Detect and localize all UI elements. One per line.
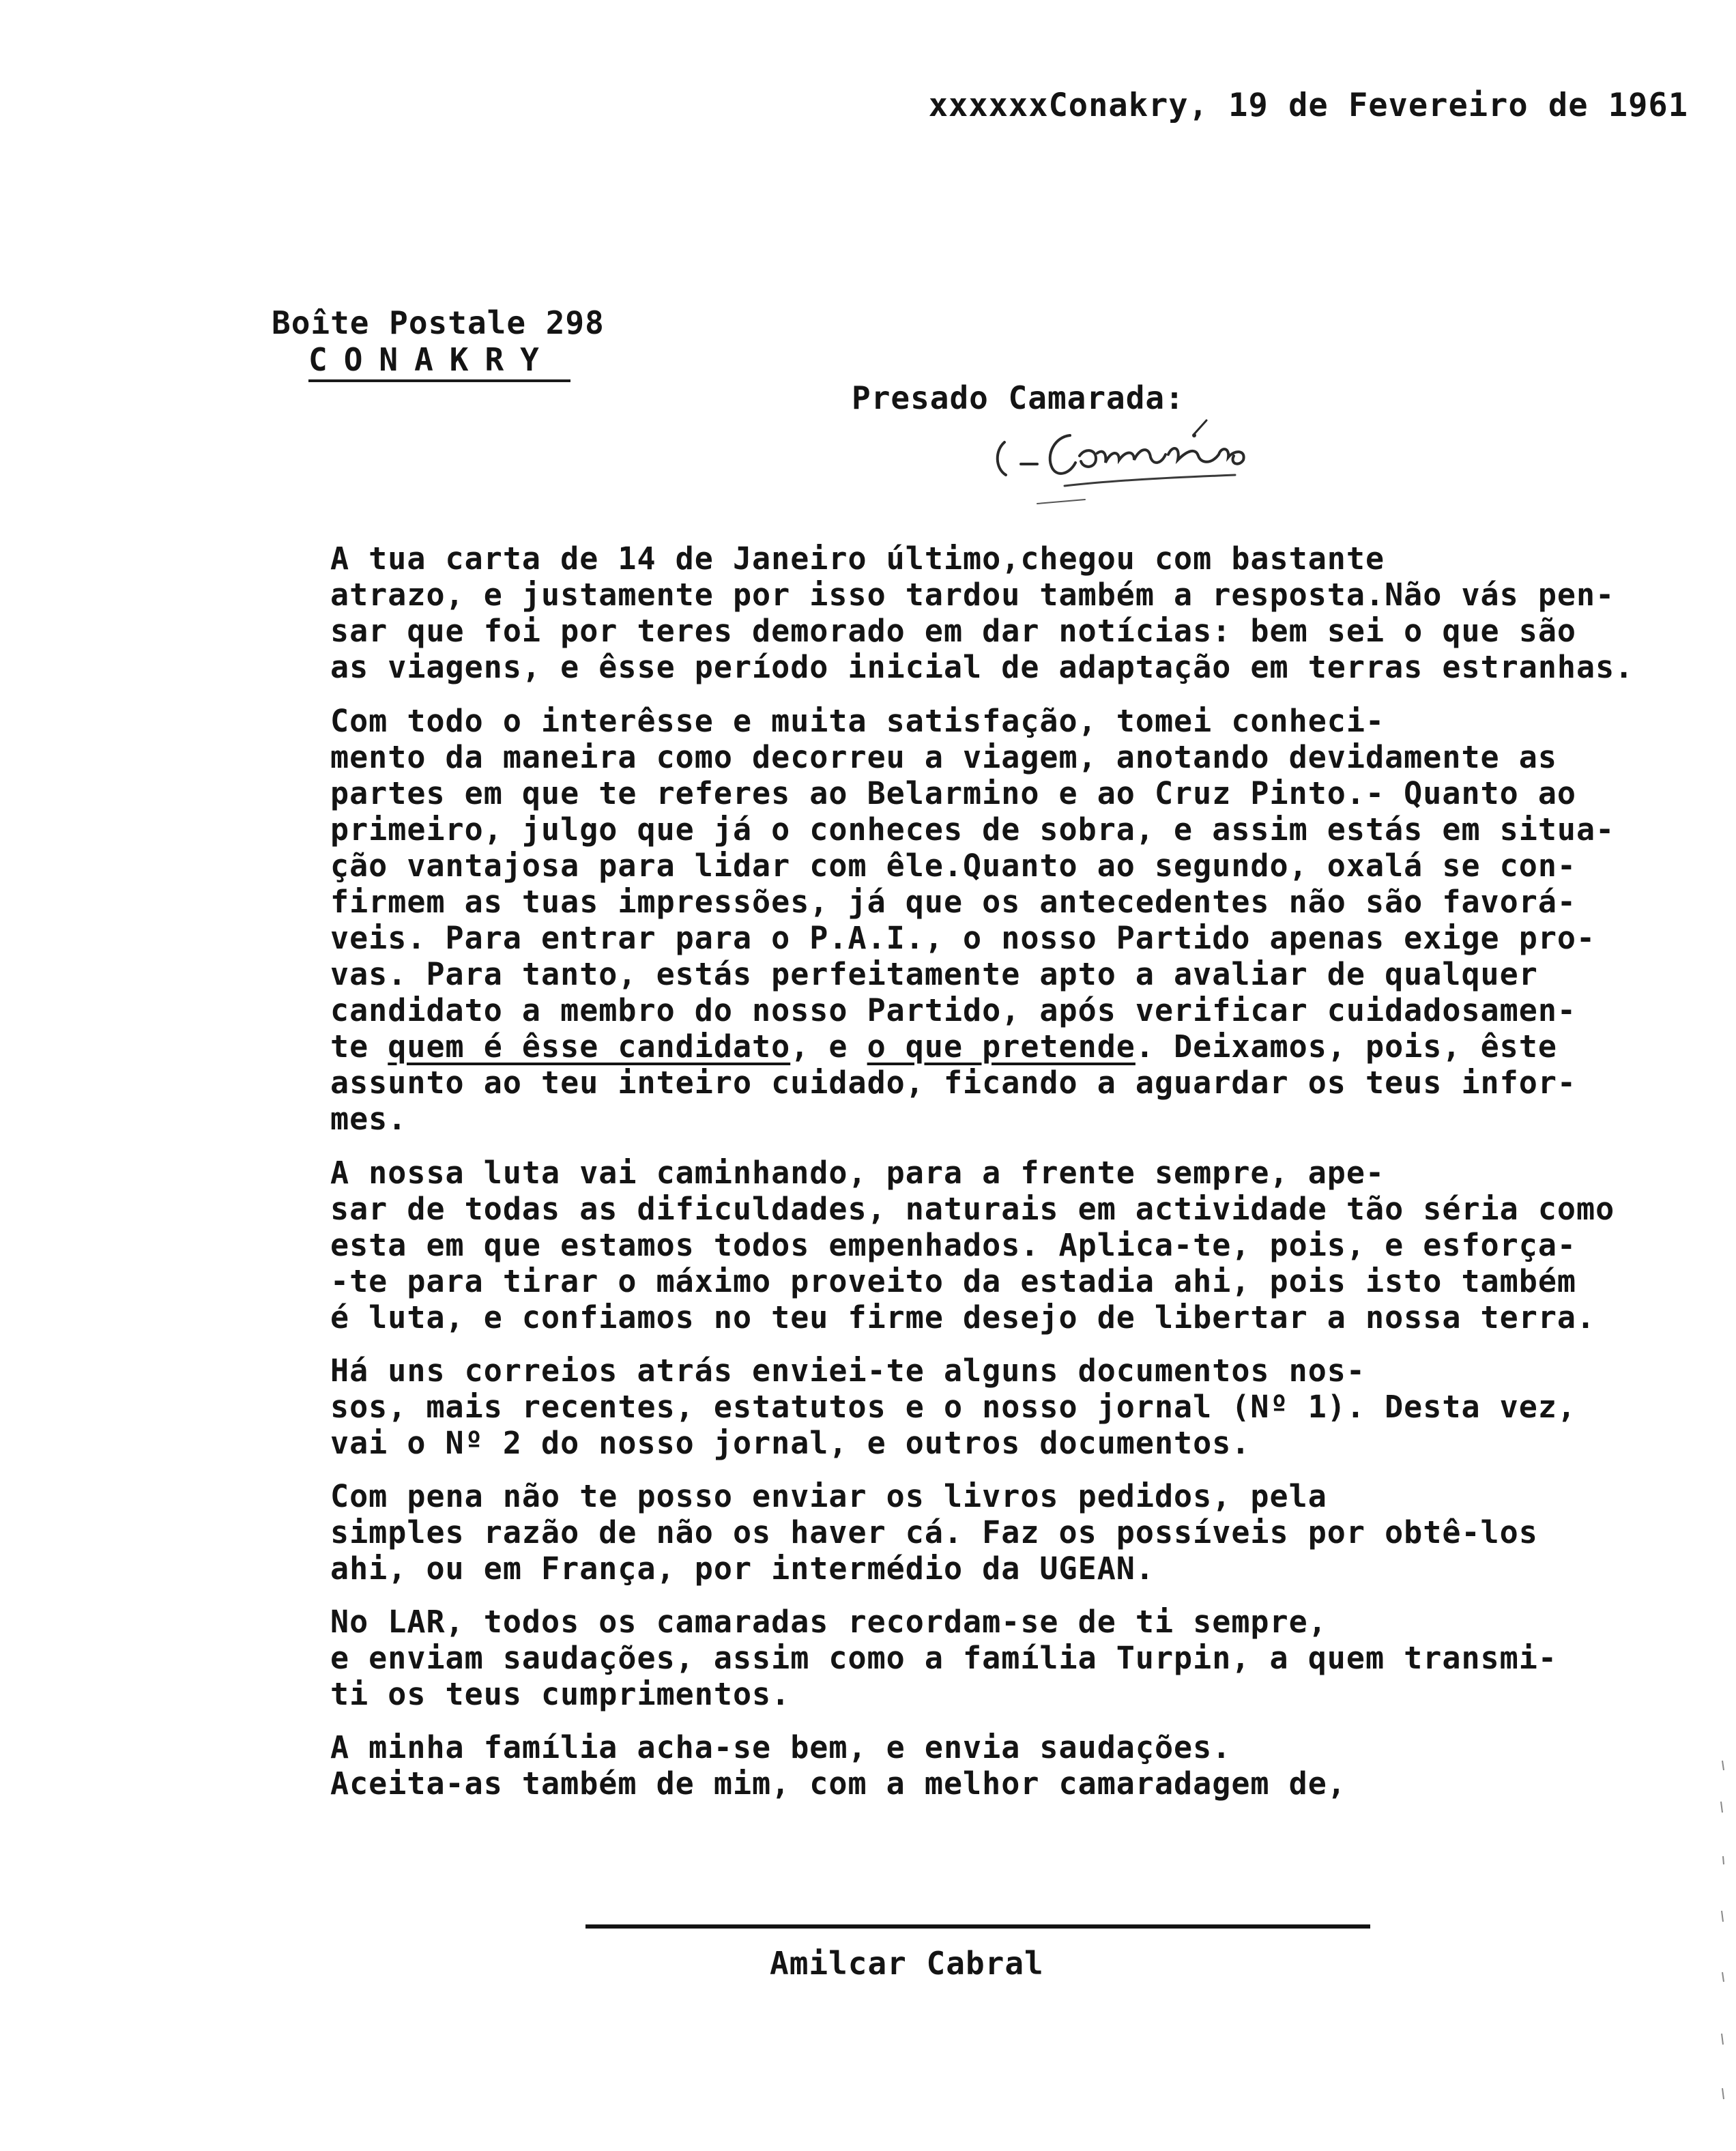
text-line-underlined bbox=[330, 1028, 1681, 1065]
address-line-1: Boîte Postale 298 bbox=[272, 304, 605, 341]
underlined-phrase: quem é êsse candidato bbox=[388, 1028, 791, 1065]
address-city: CONAKRY bbox=[308, 341, 555, 378]
text-line: No LAR, todos os camaradas recordam-se de ti sempre, bbox=[330, 1604, 1327, 1640]
text-line: atrazo, e justamente por isso tardou também a resposta.Não vás pen- bbox=[330, 577, 1615, 613]
text-line: esta em que estamos todos empenhados. Aplica-te, pois, e esforça- bbox=[330, 1227, 1576, 1263]
address-underline bbox=[308, 379, 570, 382]
paragraph-4 bbox=[330, 1353, 1681, 1461]
paragraph-5 bbox=[330, 1478, 1681, 1587]
text-line: Com todo o interêsse e muita satisfação, tomei conheci- bbox=[330, 703, 1385, 739]
text-line: sos, mais recentes, estatutos e o nosso jornal (Nº 1). Desta vez, bbox=[330, 1389, 1576, 1425]
text-line: ção vantajosa para lidar com êle.Quanto ao segundo, oxalá se con- bbox=[330, 848, 1576, 884]
text-line: A tua carta de 14 de Janeiro último,chegou com bastante bbox=[330, 540, 1385, 577]
text-line: sar que foi por teres demorado em dar notícias: bem sei o que são bbox=[330, 613, 1576, 649]
text-line: e enviam saudações, assim como a família Turpin, a quem transmi- bbox=[330, 1640, 1557, 1676]
text-line: veis. Para entrar para o P.A.I., o nosso Partido apenas exige pro- bbox=[330, 920, 1596, 956]
handwritten-annotation bbox=[989, 415, 1276, 517]
text-line: mes. bbox=[330, 1101, 407, 1137]
text-segment: te bbox=[330, 1028, 388, 1065]
text-line: ahi, ou em França, por intermédio da UGEAN. bbox=[330, 1550, 1155, 1587]
text-line: ti os teus cumprimentos. bbox=[330, 1676, 791, 1712]
text-line: sar de todas as dificuldades, naturais em actividade tão séria como bbox=[330, 1191, 1615, 1227]
text-line: A minha família acha-se bem, e envia saudações. bbox=[330, 1729, 1232, 1765]
paragraph-7 bbox=[330, 1729, 1681, 1802]
text-line: as viagens, e êsse período inicial de adaptação em terras estranhas. bbox=[330, 649, 1634, 685]
text-line: simples razão de não os haver cá. Faz os possíveis por obtê-los bbox=[330, 1514, 1538, 1550]
text-segment: , e bbox=[790, 1028, 867, 1065]
margin-marks bbox=[1716, 1747, 1729, 2129]
text-line: vai o Nº 2 do nosso jornal, e outros documentos. bbox=[330, 1425, 1251, 1461]
greeting: Presado Camarada: bbox=[852, 379, 1185, 416]
paragraph-2 bbox=[330, 703, 1681, 1137]
paragraph-1 bbox=[330, 540, 1681, 685]
text-line: Há uns correios atrás enviei-te alguns documentos nos- bbox=[330, 1353, 1365, 1389]
signature-name: Amilcar Cabral bbox=[770, 1945, 1044, 1982]
text-line: mento da maneira como decorreu a viagem, anotando devidamente as bbox=[330, 739, 1557, 775]
text-line: Aceita-as também de mim, com a melhor camaradagem de, bbox=[330, 1765, 1346, 1802]
text-line: candidato a membro do nosso Partido, após verificar cuidadosamen- bbox=[330, 992, 1576, 1028]
dateline: xxxxxxConakry, 19 de Fevereiro de 1961 bbox=[928, 87, 1688, 124]
text-line: -te para tirar o máximo proveito da estadia ahi, pois isto também bbox=[330, 1263, 1576, 1299]
text-segment: . Deixamos, pois, êste bbox=[1135, 1028, 1557, 1065]
text-line: Com pena não te posso enviar os livros pedidos, pela bbox=[330, 1478, 1327, 1514]
text-line: partes em que te referes ao Belarmino e ao Cruz Pinto.- Quanto ao bbox=[330, 775, 1576, 811]
underlined-phrase: o que pretende bbox=[867, 1028, 1135, 1065]
paragraph-6 bbox=[330, 1604, 1681, 1712]
text-line: A nossa luta vai caminhando, para a frente sempre, ape- bbox=[330, 1155, 1385, 1191]
paragraph-3 bbox=[330, 1155, 1681, 1336]
text-line: assunto ao teu inteiro cuidado, ficando a aguardar os teus infor- bbox=[330, 1065, 1576, 1101]
text-line: é luta, e confiamos no teu firme desejo de libertar a nossa terra. bbox=[330, 1299, 1596, 1336]
text-line: primeiro, julgo que já o conheces de sobra, e assim estás em situa- bbox=[330, 811, 1615, 848]
text-line: vas. Para tanto, estás perfeitamente apto a avaliar de qualquer bbox=[330, 956, 1538, 992]
signature-line bbox=[585, 1924, 1370, 1929]
text-line: firmem as tuas impressões, já que os antecedentes não são favorá- bbox=[330, 884, 1576, 920]
